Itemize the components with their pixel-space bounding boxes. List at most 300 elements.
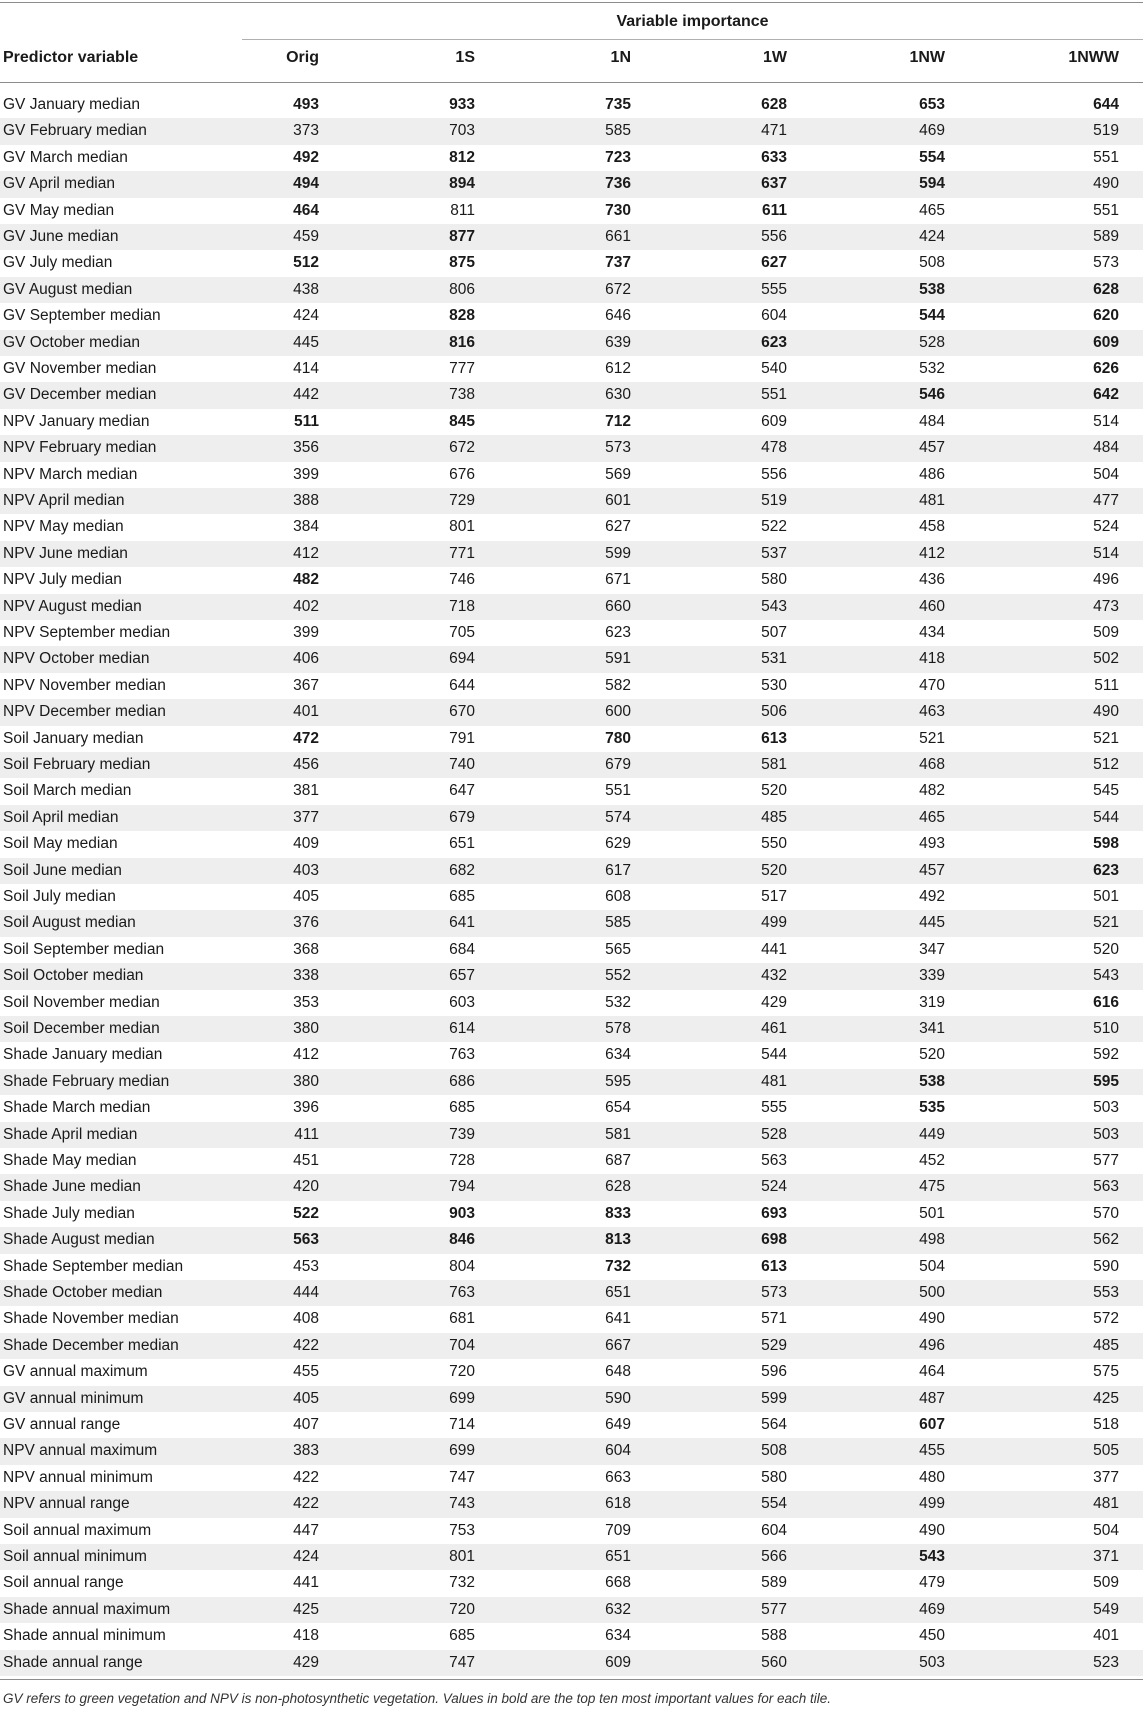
table-row — [0, 1174, 1143, 1200]
value-cell-1nww: 503 — [1093, 1125, 1119, 1143]
value-cell-1s: 846 — [449, 1231, 475, 1249]
value-cell-orig: 422 — [293, 1495, 319, 1513]
value-cell-1nww: 504 — [1093, 1521, 1119, 1539]
value-cell-1nw: 484 — [919, 412, 945, 430]
value-cell-1w: 581 — [761, 756, 787, 773]
table-row — [0, 92, 1143, 118]
value-cell-1s: 804 — [449, 1257, 475, 1275]
value-cell-1n: 639 — [605, 333, 631, 351]
value-cell-1n: 573 — [605, 439, 631, 457]
table-row — [0, 277, 1143, 303]
value-cell-1n: 532 — [605, 993, 631, 1011]
predictor-name-cell: GV February median — [3, 122, 147, 140]
value-cell-orig: 422 — [293, 1336, 319, 1354]
predictor-name-cell: Soil July median — [3, 888, 116, 905]
value-cell-1s: 647 — [449, 782, 475, 800]
predictor-name-cell: GV March median — [3, 148, 128, 166]
value-cell-1w: 530 — [761, 676, 787, 694]
value-cell-orig: 424 — [293, 1548, 319, 1565]
value-cell-1nww: 524 — [1093, 518, 1119, 536]
value-cell-1nww: 484 — [1093, 439, 1119, 457]
value-cell-1w: 517 — [761, 888, 787, 905]
table-row — [0, 699, 1143, 725]
value-cell-1s: 801 — [449, 518, 475, 536]
value-cell-1s: 681 — [449, 1310, 475, 1328]
value-cell-1s: 811 — [450, 201, 475, 219]
table-row — [0, 1570, 1143, 1596]
value-cell-1n: 582 — [605, 676, 631, 694]
value-cell-1nww: 545 — [1093, 782, 1119, 800]
value-cell-1w: 507 — [761, 624, 787, 641]
value-cell-orig: 453 — [293, 1257, 319, 1275]
value-cell-1n: 709 — [605, 1521, 631, 1539]
table-row — [0, 198, 1143, 224]
predictor-name-cell: NPV annual minimum — [3, 1468, 153, 1486]
value-cell-1s: 679 — [449, 808, 475, 826]
value-cell-1s: 670 — [449, 703, 475, 721]
value-cell-1s: 791 — [449, 729, 475, 747]
value-cell-1n: 590 — [605, 1389, 631, 1407]
value-cell-1nww: 592 — [1093, 1046, 1119, 1064]
value-cell-1w: 588 — [761, 1627, 787, 1645]
value-cell-1w: 540 — [761, 360, 787, 377]
value-cell-1n: 833 — [605, 1204, 631, 1222]
predictor-name-cell: Soil November median — [3, 993, 160, 1011]
column-header-orig: Orig — [286, 49, 319, 66]
value-cell-1nw: 544 — [919, 307, 945, 325]
value-cell-1nw: 546 — [919, 386, 945, 404]
value-cell-1s: 875 — [449, 254, 475, 272]
value-cell-1s: 739 — [449, 1125, 475, 1143]
value-cell-1nw: 319 — [919, 993, 945, 1011]
value-cell-1nww: 595 — [1093, 1072, 1119, 1090]
value-cell-1w: 519 — [761, 492, 787, 509]
value-cell-1n: 732 — [605, 1257, 631, 1275]
value-cell-1w: 580 — [761, 1468, 787, 1486]
value-cell-1nw: 501 — [919, 1204, 945, 1222]
predictor-name-cell: Shade June median — [3, 1178, 141, 1196]
value-cell-orig: 455 — [293, 1363, 319, 1381]
table-row — [0, 1465, 1143, 1491]
predictor-name-cell: GV September median — [3, 307, 161, 325]
table-row — [0, 646, 1143, 672]
predictor-name-cell: Shade February median — [3, 1072, 170, 1090]
value-cell-1n: 679 — [605, 756, 631, 773]
predictor-name-cell: GV annual maximum — [3, 1363, 148, 1381]
value-cell-1nw: 490 — [919, 1310, 945, 1328]
value-cell-1w: 543 — [761, 597, 787, 615]
table-row — [0, 1438, 1143, 1464]
value-cell-1w: 580 — [761, 571, 787, 589]
value-cell-1w: 604 — [761, 1521, 787, 1539]
value-cell-1w: 560 — [761, 1653, 787, 1671]
value-cell-1n: 574 — [605, 808, 631, 826]
value-cell-1nww: 481 — [1093, 1495, 1119, 1513]
value-cell-1nww: 570 — [1093, 1204, 1119, 1222]
value-cell-1nw: 464 — [919, 1363, 945, 1381]
column-header-1s: 1S — [455, 49, 475, 66]
value-cell-1nww: 377 — [1093, 1468, 1119, 1486]
value-cell-1n: 632 — [605, 1600, 631, 1618]
predictor-name-cell: Soil August median — [3, 914, 136, 932]
value-cell-1n: 609 — [605, 1653, 631, 1671]
value-cell-1nww: 512 — [1093, 756, 1119, 773]
value-cell-1nww: 514 — [1093, 544, 1119, 562]
value-cell-1nww: 371 — [1093, 1548, 1119, 1565]
value-cell-1s: 729 — [449, 492, 475, 509]
value-cell-1nw: 457 — [919, 861, 945, 879]
value-cell-1n: 672 — [605, 280, 631, 298]
value-cell-1nww: 509 — [1093, 1574, 1119, 1592]
table-row — [0, 462, 1143, 488]
value-cell-1n: 591 — [605, 650, 631, 668]
value-cell-1w: 571 — [761, 1310, 787, 1328]
value-cell-1nww: 519 — [1093, 122, 1119, 140]
value-cell-orig: 381 — [293, 782, 319, 800]
table-row — [0, 752, 1143, 778]
value-cell-1nww: 503 — [1093, 1099, 1119, 1117]
value-cell-1s: 718 — [449, 597, 475, 615]
value-cell-orig: 396 — [293, 1099, 319, 1117]
table-row — [0, 910, 1143, 936]
value-cell-1nww: 501 — [1093, 888, 1119, 905]
value-cell-1nww: 505 — [1093, 1442, 1119, 1460]
table-row — [0, 937, 1143, 963]
value-cell-1nw: 481 — [919, 492, 945, 509]
predictor-name-cell: Shade October median — [3, 1284, 163, 1301]
predictor-name-cell: Soil annual range — [3, 1574, 124, 1592]
column-header-1n: 1N — [610, 49, 631, 66]
value-cell-1nw: 463 — [919, 703, 945, 721]
value-cell-1s: 816 — [449, 333, 475, 351]
value-cell-1s: 720 — [449, 1600, 475, 1618]
value-cell-1s: 686 — [449, 1072, 475, 1090]
predictor-name-cell: NPV September median — [3, 624, 171, 641]
value-cell-1n: 627 — [605, 518, 631, 536]
value-cell-1nw: 434 — [919, 624, 945, 641]
value-cell-1s: 676 — [449, 465, 475, 483]
table-row — [0, 409, 1143, 435]
value-cell-1s: 732 — [449, 1574, 475, 1592]
value-cell-1nww: 401 — [1093, 1627, 1119, 1645]
value-cell-1n: 623 — [605, 624, 631, 641]
table-row — [0, 250, 1143, 276]
table-row — [0, 1016, 1143, 1042]
predictor-name-cell: Soil December median — [3, 1020, 160, 1037]
value-cell-1w: 506 — [761, 703, 787, 721]
value-cell-1nww: 644 — [1093, 96, 1119, 113]
value-cell-1s: 685 — [449, 1627, 475, 1645]
value-cell-1nww: 544 — [1093, 808, 1119, 826]
value-cell-1s: 877 — [449, 228, 475, 245]
value-cell-orig: 425 — [293, 1600, 319, 1618]
value-cell-1nw: 449 — [919, 1125, 945, 1143]
value-cell-1nw: 475 — [919, 1178, 945, 1196]
value-cell-1nw: 450 — [919, 1627, 945, 1645]
value-cell-1nww: 523 — [1093, 1653, 1119, 1671]
value-cell-1n: 687 — [605, 1152, 631, 1169]
value-cell-1nww: 502 — [1093, 650, 1119, 668]
value-cell-1s: 794 — [449, 1178, 475, 1196]
value-cell-orig: 384 — [293, 518, 319, 536]
table-row — [0, 1069, 1143, 1095]
value-cell-1nw: 508 — [919, 254, 945, 272]
value-cell-1nww: 473 — [1093, 597, 1119, 615]
value-cell-1nww: 598 — [1093, 835, 1119, 853]
value-cell-orig: 405 — [293, 1389, 319, 1407]
value-cell-1s: 644 — [449, 676, 475, 694]
value-cell-1s: 933 — [449, 96, 475, 113]
value-cell-1nw: 436 — [919, 571, 945, 589]
value-cell-1s: 747 — [449, 1468, 475, 1486]
value-cell-orig: 399 — [293, 465, 319, 483]
predictor-name-cell: NPV April median — [3, 492, 125, 509]
predictor-name-cell: NPV July median — [3, 571, 122, 589]
value-cell-1nw: 538 — [919, 280, 945, 298]
value-cell-1nww: 562 — [1093, 1231, 1119, 1249]
value-cell-1w: 478 — [761, 439, 787, 457]
value-cell-1w: 556 — [761, 465, 787, 483]
value-cell-1s: 746 — [449, 571, 475, 589]
value-cell-orig: 522 — [293, 1204, 319, 1222]
value-cell-1nww: 549 — [1093, 1600, 1119, 1618]
value-cell-1nww: 590 — [1093, 1257, 1119, 1275]
value-cell-orig: 441 — [293, 1574, 319, 1592]
value-cell-orig: 492 — [293, 148, 319, 166]
value-cell-1w: 554 — [761, 1495, 787, 1513]
value-cell-1nw: 468 — [919, 756, 945, 773]
value-cell-1w: 432 — [761, 967, 787, 985]
table-row — [0, 1095, 1143, 1121]
value-cell-1nww: 642 — [1093, 386, 1119, 404]
value-cell-1n: 648 — [605, 1363, 631, 1381]
value-cell-1w: 520 — [761, 782, 787, 800]
value-cell-orig: 406 — [293, 650, 319, 668]
value-cell-1n: 712 — [605, 412, 631, 430]
predictor-name-cell: Soil May median — [3, 835, 118, 853]
value-cell-1s: 738 — [449, 386, 475, 404]
value-cell-1n: 671 — [605, 571, 631, 589]
value-cell-1w: 429 — [761, 993, 787, 1011]
predictor-name-cell: NPV annual range — [3, 1495, 130, 1513]
value-cell-1nww: 509 — [1093, 624, 1119, 641]
value-cell-1n: 581 — [605, 1125, 631, 1143]
value-cell-1s: 714 — [449, 1416, 475, 1433]
value-cell-orig: 512 — [293, 254, 319, 272]
table-row — [0, 330, 1143, 356]
table-row — [0, 1227, 1143, 1253]
table-row — [0, 990, 1143, 1016]
value-cell-orig: 405 — [293, 888, 319, 905]
value-cell-orig: 482 — [293, 571, 319, 589]
value-cell-1nw: 469 — [919, 1600, 945, 1618]
value-cell-1s: 771 — [449, 544, 475, 562]
predictor-name-cell: NPV December median — [3, 703, 166, 721]
predictor-name-cell: Shade December median — [3, 1336, 179, 1354]
bottom-rule — [0, 1679, 1143, 1680]
value-cell-orig: 403 — [293, 861, 319, 879]
value-cell-1s: 845 — [449, 412, 475, 430]
predictor-name-cell: NPV March median — [3, 465, 138, 483]
value-cell-1nw: 469 — [919, 122, 945, 140]
value-cell-1nw: 504 — [919, 1257, 945, 1275]
value-cell-orig: 380 — [293, 1020, 319, 1037]
value-cell-1s: 806 — [449, 280, 475, 298]
value-cell-1w: 599 — [761, 1389, 787, 1407]
value-cell-1s: 763 — [449, 1046, 475, 1064]
value-cell-1nww: 609 — [1093, 333, 1119, 351]
value-cell-1s: 705 — [449, 624, 475, 641]
value-cell-1w: 563 — [761, 1152, 787, 1169]
value-cell-1nww: 589 — [1093, 228, 1119, 245]
value-cell-orig: 356 — [293, 439, 319, 457]
value-cell-orig: 511 — [293, 412, 319, 430]
value-cell-1n: 617 — [605, 861, 631, 879]
value-cell-1n: 651 — [605, 1284, 631, 1301]
table-row — [0, 224, 1143, 250]
value-cell-1s: 763 — [449, 1284, 475, 1301]
value-cell-orig: 429 — [293, 1653, 319, 1671]
value-cell-orig: 383 — [293, 1442, 319, 1460]
value-cell-1s: 672 — [449, 439, 475, 457]
value-cell-1nww: 504 — [1093, 465, 1119, 483]
value-cell-1nww: 563 — [1093, 1178, 1119, 1196]
value-cell-orig: 494 — [293, 175, 319, 193]
value-cell-1nww: 626 — [1093, 360, 1119, 377]
value-cell-orig: 464 — [293, 201, 319, 219]
value-cell-orig: 444 — [293, 1284, 319, 1301]
value-cell-1w: 485 — [761, 808, 787, 826]
value-cell-1w: 693 — [761, 1204, 787, 1222]
value-cell-1s: 694 — [449, 650, 475, 668]
column-header-1w: 1W — [763, 49, 787, 66]
value-cell-orig: 418 — [293, 1627, 319, 1645]
value-cell-1nw: 520 — [919, 1046, 945, 1064]
value-cell-1nww: 572 — [1093, 1310, 1119, 1328]
table-row — [0, 1623, 1143, 1649]
value-cell-1n: 578 — [605, 1020, 631, 1037]
predictor-name-cell: GV April median — [3, 175, 115, 193]
value-cell-1s: 801 — [449, 1548, 475, 1565]
value-cell-1w: 623 — [761, 333, 787, 351]
table-row — [0, 488, 1143, 514]
value-cell-1nw: 490 — [919, 1521, 945, 1539]
table-row — [0, 620, 1143, 646]
value-cell-1nww: 425 — [1093, 1389, 1119, 1407]
value-cell-1w: 627 — [761, 254, 787, 272]
value-cell-orig: 408 — [293, 1310, 319, 1328]
value-cell-1w: 531 — [761, 650, 787, 668]
value-cell-1n: 723 — [605, 148, 631, 166]
predictor-name-cell: Shade November median — [3, 1310, 179, 1328]
value-cell-1s: 903 — [449, 1204, 475, 1222]
value-cell-1w: 555 — [761, 280, 787, 298]
predictor-name-cell: GV annual range — [3, 1416, 121, 1433]
value-cell-orig: 438 — [293, 280, 319, 298]
table-row — [0, 303, 1143, 329]
value-cell-1w: 499 — [761, 914, 787, 932]
value-cell-1w: 611 — [761, 201, 787, 219]
value-cell-1s: 743 — [449, 1495, 475, 1513]
value-cell-1s: 699 — [449, 1442, 475, 1460]
value-cell-1n: 608 — [605, 888, 631, 905]
value-cell-1n: 601 — [605, 492, 631, 509]
value-cell-1n: 780 — [605, 729, 631, 747]
value-cell-1w: 441 — [761, 940, 787, 958]
value-cell-1nw: 496 — [919, 1336, 945, 1354]
value-cell-1nw: 458 — [919, 518, 945, 536]
value-cell-1n: 737 — [605, 254, 631, 272]
table-row — [0, 1650, 1143, 1676]
value-cell-orig: 409 — [293, 835, 319, 853]
value-cell-1w: 461 — [761, 1020, 787, 1037]
value-cell-1n: 629 — [605, 835, 631, 853]
column-header-1nww: 1NWW — [1068, 49, 1119, 66]
value-cell-1s: 777 — [449, 360, 475, 377]
value-cell-1nw: 452 — [919, 1152, 945, 1169]
value-cell-1nw: 482 — [919, 782, 945, 800]
value-cell-1s: 651 — [449, 835, 475, 853]
value-cell-1n: 641 — [605, 1310, 631, 1328]
value-cell-1w: 551 — [761, 386, 787, 404]
value-cell-1s: 603 — [449, 993, 475, 1011]
value-cell-1nw: 486 — [919, 465, 945, 483]
value-cell-1n: 654 — [605, 1099, 631, 1117]
value-cell-1nww: 623 — [1093, 861, 1119, 879]
value-cell-1s: 747 — [449, 1653, 475, 1671]
value-cell-1n: 649 — [605, 1416, 631, 1433]
predictor-name-cell: Soil annual maximum — [3, 1521, 152, 1539]
predictor-name-cell: GV August median — [3, 280, 133, 298]
value-cell-1s: 641 — [449, 914, 475, 932]
value-cell-1nw: 465 — [919, 201, 945, 219]
value-cell-1n: 651 — [605, 1548, 631, 1565]
value-cell-1s: 614 — [449, 1020, 475, 1037]
table-row — [0, 831, 1143, 857]
value-cell-1n: 634 — [605, 1627, 631, 1645]
value-cell-1nw: 347 — [919, 940, 945, 958]
predictor-name-cell: Soil June median — [3, 861, 122, 879]
value-cell-orig: 380 — [293, 1072, 319, 1090]
value-cell-1w: 577 — [761, 1600, 787, 1618]
value-cell-1n: 735 — [605, 96, 631, 113]
predictor-name-cell: Shade September median — [3, 1257, 184, 1275]
table-row — [0, 778, 1143, 804]
table-row — [0, 435, 1143, 461]
value-cell-1nw: 543 — [919, 1548, 945, 1565]
value-cell-orig: 399 — [293, 624, 319, 641]
table-row — [0, 1386, 1143, 1412]
value-cell-1nw: 445 — [919, 914, 945, 932]
value-cell-1nww: 477 — [1093, 492, 1119, 509]
value-cell-1nw: 499 — [919, 1495, 945, 1513]
value-cell-1n: 565 — [605, 940, 631, 958]
value-cell-1nww: 518 — [1093, 1416, 1119, 1433]
value-cell-1nw: 479 — [919, 1574, 945, 1592]
predictor-name-cell: GV annual minimum — [3, 1389, 144, 1407]
value-cell-orig: 422 — [293, 1468, 319, 1486]
value-cell-1s: 699 — [449, 1389, 475, 1407]
value-cell-1w: 609 — [761, 412, 787, 430]
predictor-name-cell: Shade annual maximum — [3, 1600, 171, 1618]
value-cell-orig: 411 — [294, 1125, 319, 1143]
value-cell-1s: 703 — [449, 122, 475, 140]
table-row — [0, 1359, 1143, 1385]
value-cell-1s: 828 — [449, 307, 475, 325]
predictor-name-cell: NPV June median — [3, 544, 128, 562]
value-cell-1n: 551 — [605, 782, 631, 800]
table-row — [0, 594, 1143, 620]
